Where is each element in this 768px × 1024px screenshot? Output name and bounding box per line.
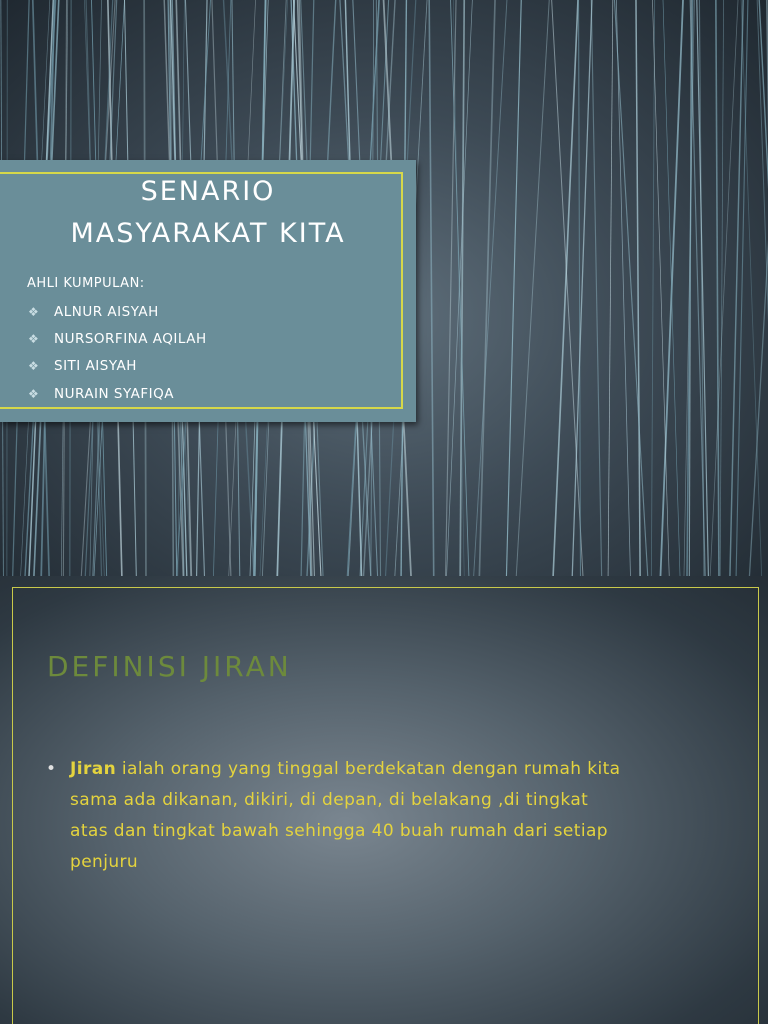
member-name: NURAIN SYAFIQA xyxy=(54,386,175,402)
background-line xyxy=(479,0,495,576)
background-line xyxy=(710,0,739,576)
member-name: NURSORFINA AQILAH xyxy=(54,331,207,347)
definition-line-1 xyxy=(46,754,726,785)
definition-line-3: atas dan tingkat bawah sehingga 40 buah rumah dari setiap xyxy=(70,821,608,841)
title-box xyxy=(0,160,416,422)
background-line xyxy=(608,0,613,576)
background-line xyxy=(450,0,469,576)
background-line xyxy=(716,0,719,576)
background-line xyxy=(506,0,521,576)
slide-definition xyxy=(0,576,768,1024)
title-line-2: MASYARAKAT KITA xyxy=(70,218,346,249)
diamond-bullet-icon: ❖ xyxy=(28,359,40,373)
background-line xyxy=(516,0,550,576)
background-line xyxy=(720,0,724,576)
background-line xyxy=(699,0,704,576)
bullet-icon: • xyxy=(46,759,57,779)
background-line xyxy=(429,0,434,576)
definition-text-1: ialah orang yang tinggal berdekatan dengan rumah kita xyxy=(116,759,621,779)
title-line-1: SENARIO xyxy=(140,176,276,207)
member-item xyxy=(28,304,159,320)
member-item xyxy=(28,331,207,347)
background-line xyxy=(736,0,748,576)
background-line xyxy=(741,0,762,576)
diamond-bullet-icon: ❖ xyxy=(28,332,40,346)
background-line xyxy=(730,0,744,576)
member-item xyxy=(28,386,174,402)
background-line xyxy=(636,0,640,576)
definition-line-4: penjuru xyxy=(70,852,139,872)
background-line xyxy=(652,0,669,576)
members-label: AHLI KUMPULAN: xyxy=(27,276,145,291)
member-name: ALNUR AISYAH xyxy=(54,304,159,320)
diamond-bullet-icon: ❖ xyxy=(28,305,40,319)
background-line xyxy=(663,0,681,576)
keyword: Jiran xyxy=(70,759,117,779)
slide-heading: DEFINISI JIRAN xyxy=(47,650,292,683)
background-line xyxy=(651,0,654,576)
definition-text xyxy=(46,754,726,878)
member-name: SITI AISYAH xyxy=(54,358,137,374)
background-line xyxy=(579,0,581,576)
background-line xyxy=(460,0,464,576)
background-line xyxy=(473,0,507,576)
background-line xyxy=(591,0,602,576)
member-item xyxy=(28,358,137,374)
background-line xyxy=(445,0,456,576)
background-line xyxy=(614,0,648,576)
background-line xyxy=(616,0,631,576)
diamond-bullet-icon: ❖ xyxy=(28,387,40,401)
definition-line-2: sama ada dikanan, dikiri, di depan, di belakang ,di tingkat xyxy=(70,790,589,810)
